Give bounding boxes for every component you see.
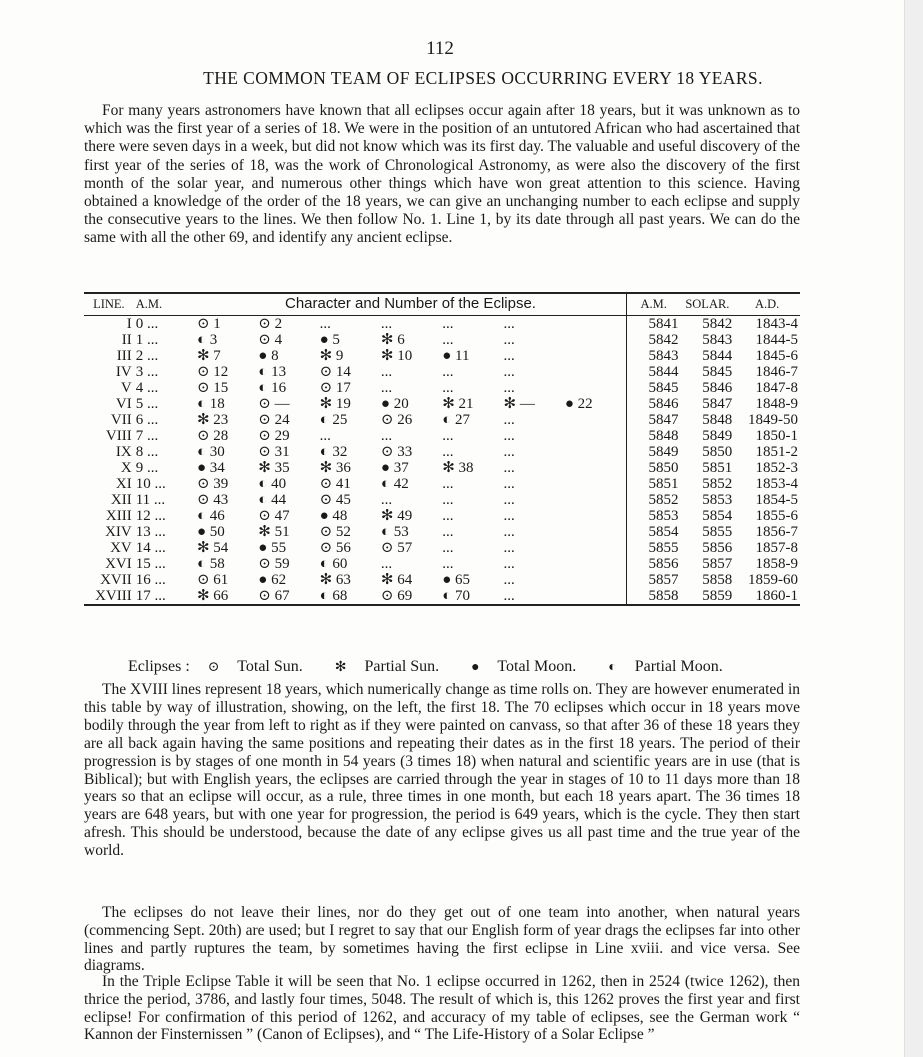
- row-line-numeral: XIV: [105, 524, 132, 540]
- row-solar-year: 5847: [702, 396, 733, 412]
- row-ad-year: 1843-4: [755, 316, 798, 332]
- eclipse-cell: ⊙ 41: [319, 476, 351, 492]
- eclipse-cell: [563, 572, 627, 588]
- eclipse-cell: ⊙ 52: [319, 524, 351, 540]
- eclipse-cell: [563, 316, 627, 333]
- table-row: [84, 380, 800, 396]
- eclipse-cell: ✻ 36: [319, 460, 351, 476]
- eclipse-cell: ◐ 30: [196, 444, 225, 460]
- legend-item-partial-moon: ◐ Partial Moon.: [608, 658, 723, 675]
- table-row: [84, 348, 800, 364]
- row-ad-year: 1860-1: [755, 588, 798, 604]
- eclipse-cell: ...: [442, 492, 454, 508]
- total-sun-icon: ⊙: [207, 660, 220, 675]
- eclipse-cell: ...: [442, 524, 454, 540]
- row-line-numeral: V: [120, 380, 132, 396]
- eclipse-cell: ...: [442, 316, 454, 332]
- eclipse-cell: ◐ 70: [442, 588, 471, 604]
- eclipse-cell: ...: [442, 556, 454, 572]
- row-line-numeral: XIII: [105, 508, 132, 524]
- row-ad-year: 1852-3: [755, 460, 798, 476]
- eclipse-cell: ...: [503, 428, 515, 444]
- row-am-index: 7 ...: [135, 428, 159, 444]
- eclipse-cell: ✻ 63: [319, 572, 351, 588]
- eclipse-cell: ✻ 10: [380, 348, 413, 364]
- eclipse-cell: ...: [503, 492, 515, 508]
- table-row: [84, 508, 800, 524]
- eclipse-cell: [563, 588, 627, 605]
- eclipse-cell: ◐ 18: [196, 396, 225, 412]
- eclipse-cell: ...: [442, 364, 454, 380]
- legend-label: Eclipses :: [128, 658, 190, 675]
- header-solar: SOLAR.: [680, 293, 734, 316]
- row-am-year: 5853: [627, 508, 681, 524]
- eclipse-cell: ...: [503, 348, 515, 364]
- eclipse-cell: ◐ 42: [380, 476, 409, 492]
- eclipse-cell: ⊙ —: [258, 396, 290, 412]
- table-row: [84, 572, 800, 588]
- legend-item-partial-sun: ✻ Partial Sun.: [334, 658, 440, 675]
- eclipse-cell: [563, 524, 627, 540]
- eclipse-cell: ⊙ 47: [258, 508, 290, 524]
- row-am-index: 9 ...: [135, 460, 159, 476]
- legend-item-total-moon: ● Total Moon.: [471, 658, 577, 675]
- row-am-year: 5846: [627, 396, 681, 412]
- row-line-numeral: VI: [115, 396, 132, 412]
- row-solar-year: 5851: [702, 460, 733, 476]
- eclipse-cell: ...: [503, 476, 515, 492]
- table-row: [84, 476, 800, 492]
- table-row: [84, 412, 800, 428]
- row-line-numeral: XVII: [100, 572, 132, 588]
- row-ad-year: 1856-7: [755, 524, 798, 540]
- eclipse-cell: ✻ 19: [319, 396, 351, 412]
- eclipse-cell: ...: [503, 412, 515, 428]
- row-solar-year: 5849: [702, 428, 733, 444]
- row-am-year: 5841: [627, 316, 681, 333]
- eclipse-cell: [563, 412, 627, 428]
- row-am-index: 5 ...: [135, 396, 159, 412]
- eclipse-cell: [563, 460, 627, 476]
- table-row: [84, 588, 800, 605]
- row-ad-year: 1846-7: [755, 364, 798, 380]
- eclipse-cell: ● 55: [258, 540, 287, 556]
- row-solar-year: 5857: [702, 556, 733, 572]
- row-am-year: 5854: [627, 524, 681, 540]
- eclipse-cell: ✻ 51: [258, 524, 290, 540]
- eclipse-cell: ● 37: [380, 460, 409, 476]
- row-ad-year: 1851-2: [755, 444, 798, 460]
- partial-sun-icon: ✻: [334, 660, 347, 675]
- row-ad-year: 1857-8: [755, 540, 798, 556]
- eclipse-cell: ◐ 53: [380, 524, 409, 540]
- eclipse-cell: ◐ 13: [258, 364, 287, 380]
- row-line-numeral: VIII: [105, 428, 132, 444]
- eclipse-cell: ...: [503, 524, 515, 540]
- row-am-year: 5847: [627, 412, 681, 428]
- row-ad-year: 1848-9: [755, 396, 798, 412]
- eclipse-cell: ...: [380, 380, 393, 396]
- eclipse-cell: ...: [442, 428, 454, 444]
- eclipse-cell: ✻ 21: [442, 396, 474, 412]
- eclipse-cell: ⊙ 24: [258, 412, 290, 428]
- row-solar-year: 5853: [702, 492, 733, 508]
- eclipse-cell: ◐ 40: [258, 476, 287, 492]
- eclipse-cell: [563, 364, 627, 380]
- eclipse-cell: ⊙ 39: [196, 476, 229, 492]
- row-am-index: 4 ...: [135, 380, 159, 396]
- row-am-year: 5849: [627, 444, 681, 460]
- row-am-year: 5855: [627, 540, 681, 556]
- table-row: [84, 364, 800, 380]
- eclipse-cell: ...: [319, 316, 331, 332]
- eclipse-cell: [563, 476, 627, 492]
- eclipse-cell: ◐ 44: [258, 492, 287, 508]
- row-ad-year: 1855-6: [755, 508, 798, 524]
- row-ad-year: 1850-1: [755, 428, 798, 444]
- eclipse-cell: ◐ 25: [319, 412, 348, 428]
- row-solar-year: 5850: [702, 444, 733, 460]
- row-ad-year: 1858-9: [755, 556, 798, 572]
- eclipse-cell: ...: [442, 540, 454, 556]
- eclipse-cell: ⊙ 31: [258, 444, 290, 460]
- eclipse-cell: ⊙ 14: [319, 364, 351, 380]
- eclipse-cell: ⊙ 4: [258, 332, 283, 348]
- table-row: [84, 332, 800, 348]
- row-am-index: 16 ...: [135, 572, 166, 588]
- legend-item-total-sun: ⊙ Total Sun.: [207, 658, 303, 675]
- row-ad-year: 1849-50: [748, 412, 798, 428]
- eclipse-cell: ✻ 66: [196, 588, 229, 604]
- row-am-index: 13 ...: [135, 524, 166, 540]
- row-line-numeral: I: [126, 316, 132, 332]
- row-line-numeral: VII: [110, 412, 132, 428]
- row-am-index: 12 ...: [135, 508, 166, 524]
- eclipse-cell: ◐ 3: [196, 332, 218, 348]
- eclipse-cell: ...: [442, 444, 454, 460]
- row-am-year: 5856: [627, 556, 681, 572]
- row-line-numeral: IV: [115, 364, 132, 380]
- eclipse-cell: ...: [319, 428, 331, 444]
- row-ad-year: 1854-5: [755, 492, 798, 508]
- row-line-numeral: XI: [115, 476, 132, 492]
- eclipse-cell: ● 11: [442, 348, 470, 364]
- page-number: 112: [426, 38, 454, 59]
- eclipse-cell: ⊙ 12: [196, 364, 229, 380]
- eclipse-cell: ✻ 23: [196, 412, 229, 428]
- eclipse-cell: ⊙ 1: [196, 316, 221, 332]
- row-solar-year: 5848: [702, 412, 733, 428]
- eclipse-cell: ⊙ 15: [196, 380, 229, 396]
- eclipse-cell: [563, 428, 627, 444]
- eclipse-cell: ...: [380, 428, 393, 444]
- eclipse-cell: ✻ 54: [196, 540, 229, 556]
- table-row: [84, 396, 800, 412]
- eclipse-cell: ⊙ 59: [258, 556, 290, 572]
- eclipse-cell: ✻ 7: [196, 348, 221, 364]
- row-am-year: 5858: [627, 588, 681, 605]
- eclipse-cell: ...: [503, 380, 515, 396]
- eclipse-cell: ● 22: [564, 396, 593, 412]
- table-row: [84, 428, 800, 444]
- table-row: [84, 492, 800, 508]
- partial-moon-icon: ◐: [608, 660, 617, 675]
- eclipse-cell: [563, 348, 627, 364]
- table-row: [84, 556, 800, 572]
- header-ad: A.D.: [734, 293, 800, 316]
- eclipse-cell: ✻ 6: [380, 332, 405, 348]
- eclipse-cell: ⊙ 61: [196, 572, 229, 588]
- row-solar-year: 5856: [702, 540, 733, 556]
- eclipse-cell: ✻ 64: [380, 572, 413, 588]
- eclipse-cell: ...: [503, 588, 515, 604]
- table-row: [84, 540, 800, 556]
- eclipse-cell: [563, 556, 627, 572]
- table-row: [84, 460, 800, 476]
- eclipse-cell: ...: [442, 380, 454, 396]
- row-am-index: 3 ...: [135, 364, 159, 380]
- eclipse-cell: ...: [503, 572, 515, 588]
- row-solar-year: 5844: [702, 348, 733, 364]
- eclipse-cell: ✻ —: [503, 396, 535, 412]
- eclipse-cell: ● 5: [319, 332, 340, 348]
- row-am-index: 8 ...: [135, 444, 159, 460]
- row-solar-year: 5852: [702, 476, 733, 492]
- intro-paragraph: For many years astronomers have known that all eclipses occur again after 18 years, but it was unknown as to which was the first year of a series of 18. We were in the position of an untutored African who had ascertained that there were seven days in a week, but did not know which was its first day. The valuable and useful discovery of the first year of the series of 18, was the work of Chronological Astronomy, as were also the discovery of the first month of the solar year, and numerous other things which have won great attention to this science. Having obtained a knowledge of the order of the 18 years, we can give an unchanging number to each eclipse and supply the consecutive years to the lines. We then follow No. 1. Line 1, by its date through all past years. We can do the same with all the other 69, and identify any ancient eclipse.: [84, 102, 800, 247]
- row-solar-year: 5855: [702, 524, 733, 540]
- eclipse-cell: ◐ 58: [196, 556, 225, 572]
- eclipse-cell: ⊙ 33: [380, 444, 413, 460]
- eclipse-cell: ...: [503, 460, 515, 476]
- eclipse-cell: ⊙ 17: [319, 380, 351, 396]
- eclipse-cell: ◐ 27: [442, 412, 471, 428]
- header-am-left: A.M.: [134, 293, 195, 316]
- eclipse-cell: ⊙ 26: [380, 412, 413, 428]
- eclipse-cell: [563, 492, 627, 508]
- eclipse-cell: [563, 380, 627, 396]
- eclipse-cell: ...: [380, 556, 393, 572]
- eclipse-cell: ...: [380, 492, 393, 508]
- eclipse-cell: ● 8: [258, 348, 279, 364]
- row-solar-year: 5843: [702, 332, 733, 348]
- row-am-index: 10 ...: [135, 476, 166, 492]
- eclipse-cell: ...: [503, 364, 515, 380]
- row-am-year: 5848: [627, 428, 681, 444]
- eclipse-cell: ...: [503, 508, 515, 524]
- eclipse-cell: ⊙ 57: [380, 540, 413, 556]
- page-title: THE COMMON TEAM OF ECLIPSES OCCURRING EVERY 18 YEARS.: [203, 68, 763, 88]
- row-ad-year: 1845-6: [755, 348, 798, 364]
- row-solar-year: 5846: [702, 380, 733, 396]
- eclipse-cell: ◐ 32: [319, 444, 348, 460]
- eclipse-cell: ⊙ 56: [319, 540, 351, 556]
- row-line-numeral: XV: [110, 540, 132, 556]
- row-line-numeral: XII: [110, 492, 132, 508]
- row-solar-year: 5854: [702, 508, 733, 524]
- eclipse-cell: ◐ 16: [258, 380, 287, 396]
- header-character: Character and Number of the Eclipse.: [195, 293, 627, 316]
- eclipse-cell: ● 48: [319, 508, 348, 524]
- eclipse-cell: ◐ 60: [319, 556, 348, 572]
- eclipse-table-body: [84, 316, 800, 606]
- table-row: [84, 444, 800, 460]
- eclipse-cell: ...: [503, 540, 515, 556]
- row-am-index: 2 ...: [135, 348, 159, 364]
- row-ad-year: 1844-5: [755, 332, 798, 348]
- eclipse-cell: ⊙ 67: [258, 588, 290, 604]
- row-solar-year: 5858: [702, 572, 733, 588]
- eclipse-cell: [563, 444, 627, 460]
- row-am-year: 5852: [627, 492, 681, 508]
- table-header-row: [84, 293, 800, 316]
- row-am-index: 1 ...: [135, 332, 159, 348]
- row-am-index: 0 ...: [135, 316, 159, 332]
- row-line-numeral: XVI: [105, 556, 132, 572]
- eclipse-cell: ✻ 38: [442, 460, 474, 476]
- eclipse-cell: ...: [503, 332, 515, 348]
- eclipse-cell: ...: [442, 332, 454, 348]
- table-row: [84, 316, 800, 333]
- eclipse-cell: ✻ 9: [319, 348, 344, 364]
- eclipse-cell: [563, 540, 627, 556]
- row-solar-year: 5859: [702, 588, 733, 604]
- eclipse-cell: ...: [442, 476, 454, 492]
- eclipse-cell: ● 62: [258, 572, 287, 588]
- eclipse-cell: [563, 508, 627, 524]
- eclipse-cell: [563, 332, 627, 348]
- row-am-year: 5851: [627, 476, 681, 492]
- eclipse-cell: ⊙ 45: [319, 492, 351, 508]
- eclipse-cell: ...: [503, 316, 515, 332]
- header-am: A.M.: [627, 293, 681, 316]
- row-am-index: 11 ...: [135, 492, 166, 508]
- row-solar-year: 5842: [702, 316, 733, 332]
- eclipse-cell: ...: [503, 556, 515, 572]
- row-line-numeral: XVIII: [95, 588, 132, 604]
- eclipse-legend: [128, 658, 808, 676]
- eclipse-cell: ⊙ 69: [380, 588, 413, 604]
- row-am-index: 15 ...: [135, 556, 166, 572]
- row-am-year: 5845: [627, 380, 681, 396]
- row-am-index: 14 ...: [135, 540, 166, 556]
- row-am-year: 5842: [627, 332, 681, 348]
- paragraph-lines: The XVIII lines represent 18 years, which numerically change as time rolls on. They are however enumerated in this table by way of illustration, showing, on the left, the first 18. The 70 eclipses which occur in 18 years move bodily through the year from left to right as if they were painted on canvass, so that after 36 of these 18 years they are all back again having the same positions and repeating their dates as in the first 18 years. The period of their progression is by stages of one month in 54 years (3 times 18) when natural and scientific years are in use (that is Biblical); but with English years, the eclipses are carried through the year in stages of 10 to 11 days more than 18 years so that an eclipse will occur, as a rule, three times in one month, but each 18 years apart. The 36 times 18 years are 648 years, but with one year for progression, the period is 649 years, which is the cycle. They then start afresh. This should be understood, because the date of any eclipse gives us all past time and the true year of the world.: [84, 681, 800, 860]
- row-am-year: 5850: [627, 460, 681, 476]
- eclipse-cell: ...: [380, 364, 393, 380]
- row-am-year: 5844: [627, 364, 681, 380]
- row-solar-year: 5845: [702, 364, 733, 380]
- eclipse-cell: ◐ 46: [196, 508, 225, 524]
- eclipse-table: [84, 292, 800, 606]
- eclipse-cell: ⊙ 29: [258, 428, 290, 444]
- row-am-year: 5857: [627, 572, 681, 588]
- eclipse-cell: ● 34: [196, 460, 225, 476]
- eclipse-cell: ...: [380, 316, 393, 332]
- table-row: [84, 524, 800, 540]
- row-am-year: 5843: [627, 348, 681, 364]
- eclipse-cell: ⊙ 43: [196, 492, 229, 508]
- total-moon-icon: ●: [471, 660, 480, 675]
- row-am-index: 17 ...: [135, 588, 166, 604]
- row-ad-year: 1859-60: [748, 572, 798, 588]
- eclipse-cell: ✻ 35: [258, 460, 290, 476]
- eclipse-cell: ● 50: [196, 524, 225, 540]
- row-ad-year: 1853-4: [755, 476, 798, 492]
- row-ad-year: 1847-8: [755, 380, 798, 396]
- eclipse-cell: ...: [503, 444, 515, 460]
- row-am-index: 6 ...: [135, 412, 159, 428]
- paragraph-team: The eclipses do not leave their lines, nor do they get out of one team into another, when natural years (commencing Sept. 20th) are used; but I regret to say that our English form of year drags the eclipses far into other lines and partly ruptures the team, by sometimes having the first eclipse in Line xviii. and vice versa. See diagrams.: [84, 904, 800, 975]
- eclipse-cell: ◐ 68: [319, 588, 348, 604]
- eclipse-cell: ⊙ 28: [196, 428, 229, 444]
- eclipse-cell: ● 20: [380, 396, 409, 412]
- header-line: LINE.: [84, 293, 134, 316]
- eclipse-cell: ✻ 49: [380, 508, 413, 524]
- row-line-numeral: IX: [115, 444, 132, 460]
- eclipse-cell: ● 65: [442, 572, 471, 588]
- row-line-numeral: X: [120, 460, 132, 476]
- eclipse-cell: ⊙ 2: [258, 316, 283, 332]
- viewer-scrollbar[interactable]: [904, 0, 923, 1057]
- paragraph-triple-table: In the Triple Eclipse Table it will be seen that No. 1 eclipse occurred in 1262, then in 2524 (twice 1262), then thrice the period, 3786, and lastly four times, 5048. The result of which is, this 1262 proves the first year and first eclipse! For confirmation of this period of 1262, and accuracy of my table of eclipses, see the German work “ Kannon der Finsternissen ” (Canon of Eclipses), and “ The Life-History of a Solar Eclipse ”: [84, 973, 800, 1044]
- row-line-numeral: III: [116, 348, 132, 364]
- eclipse-cell: ...: [442, 508, 454, 524]
- row-line-numeral: II: [121, 332, 132, 348]
